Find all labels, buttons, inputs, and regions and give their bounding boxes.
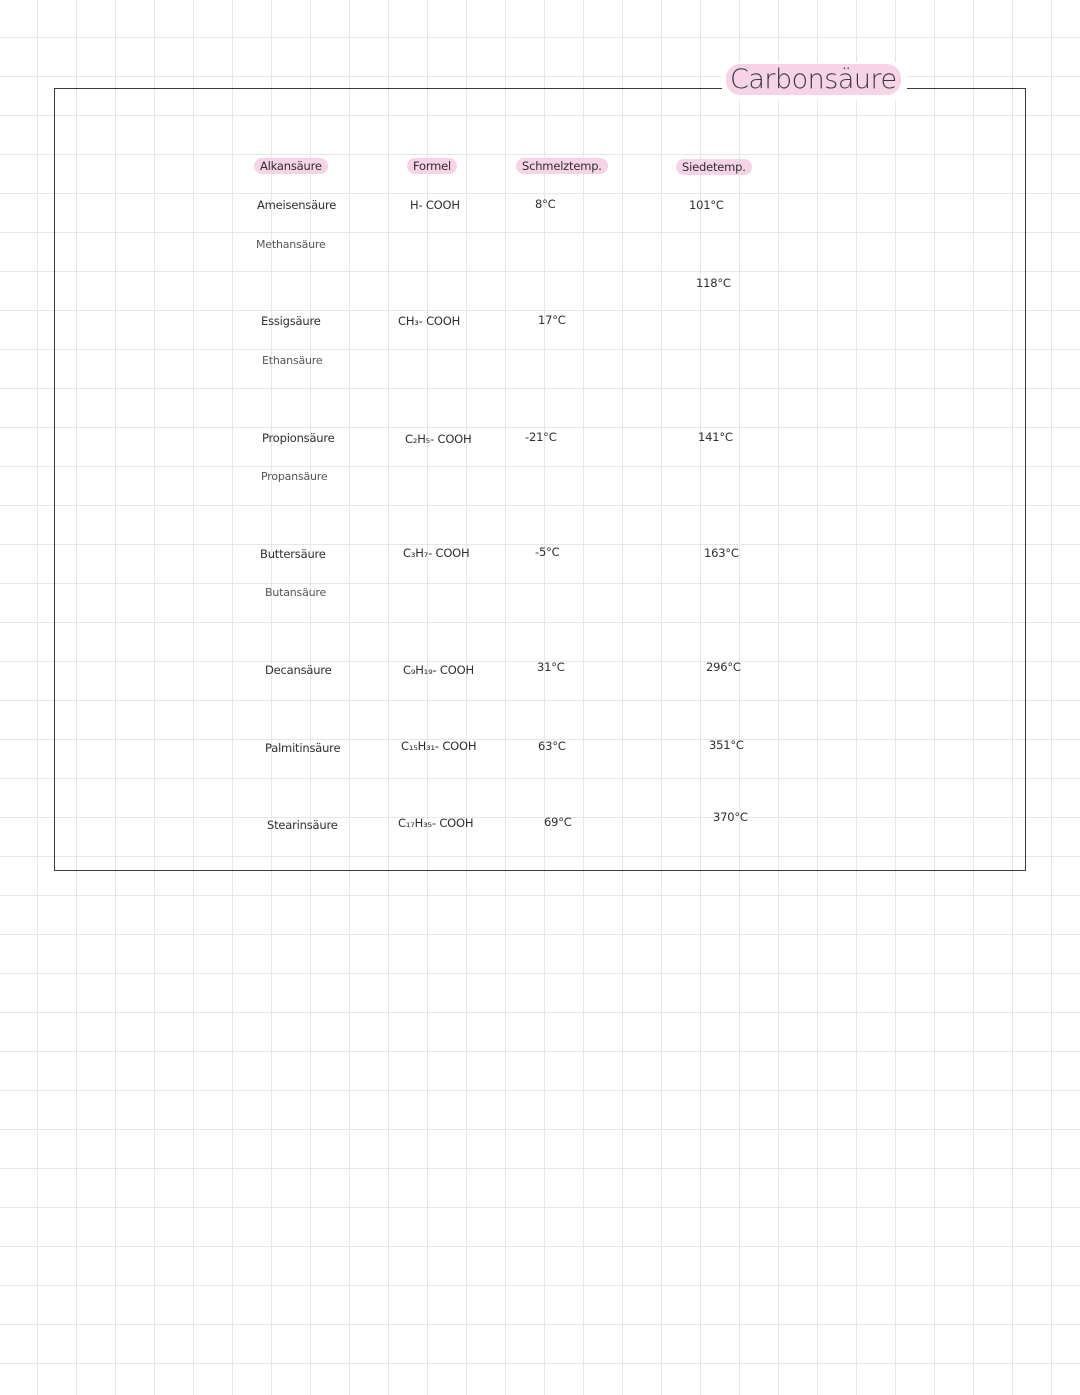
- row-melting: 63°C: [538, 739, 566, 753]
- row-name: Essigsäure: [261, 314, 321, 328]
- row-alt-name: Ethansäure: [262, 354, 323, 367]
- row-alt-name: Butansäure: [265, 586, 327, 599]
- row-formula: C₁₇H₃₅- COOH: [398, 816, 474, 830]
- row-formula: C₁₅H₃₁- COOH: [401, 739, 477, 753]
- row-boiling: 101°C: [689, 198, 724, 212]
- row-formula: C₉H₁₉- COOH: [403, 663, 474, 677]
- header-formula: Formel: [407, 158, 457, 174]
- row-formula: C₃H₇- COOH: [403, 546, 470, 560]
- row-melting: -21°C: [525, 430, 557, 444]
- row-alt-name: Methansäure: [256, 238, 326, 251]
- row-formula: C₂H₅- COOH: [405, 432, 472, 446]
- row-name: Ameisensäure: [257, 198, 337, 212]
- title-box: [722, 62, 907, 99]
- row-boiling: 351°C: [709, 738, 744, 752]
- header-name: Alkansäure: [254, 158, 328, 174]
- row-boiling: 163°C: [704, 546, 739, 560]
- row-name: Palmitinsäure: [265, 741, 341, 755]
- row-melting: -5°C: [535, 545, 560, 559]
- row-name: Decansäure: [265, 663, 332, 677]
- row-name: Stearinsäure: [267, 818, 338, 832]
- row-boiling: 118°C: [696, 276, 731, 290]
- row-alt-name: Propansäure: [261, 470, 328, 483]
- header-boiling: Siedetemp.: [676, 159, 752, 175]
- row-boiling: 296°C: [706, 660, 741, 674]
- row-formula: H- COOH: [410, 198, 460, 212]
- row-name: Buttersäure: [260, 547, 326, 561]
- row-melting: 69°C: [544, 815, 572, 829]
- row-boiling: 141°C: [698, 430, 733, 444]
- header-melting: Schmelztemp.: [516, 158, 608, 174]
- page-title: Carbonsäure: [726, 64, 901, 95]
- row-formula: CH₃- COOH: [398, 314, 461, 328]
- row-melting: 31°C: [537, 660, 565, 674]
- row-melting: 8°C: [535, 197, 556, 211]
- row-melting: 17°C: [538, 313, 566, 327]
- row-name: Propionsäure: [262, 431, 335, 445]
- row-boiling: 370°C: [713, 810, 748, 824]
